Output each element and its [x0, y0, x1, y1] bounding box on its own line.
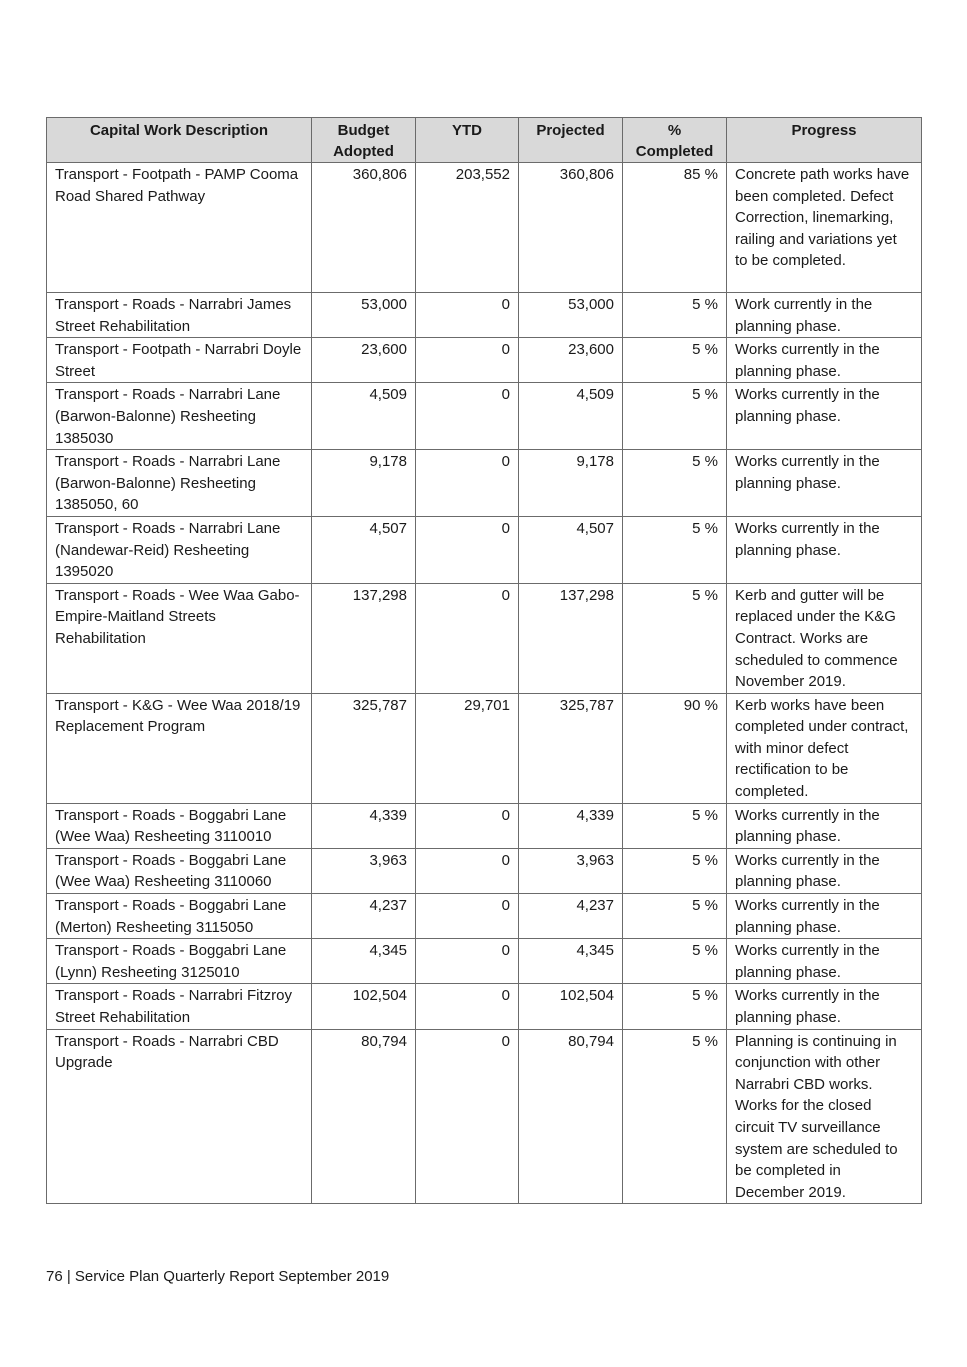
capital-works-table — [46, 117, 922, 1204]
cell-projected: 102,504 — [519, 984, 623, 1029]
cell-completed: 5 % — [623, 338, 727, 383]
cell-projected: 53,000 — [519, 293, 623, 338]
cell-projected: 4,507 — [519, 516, 623, 583]
table-row — [47, 516, 922, 583]
table-row — [47, 939, 922, 984]
cell-projected: 80,794 — [519, 1029, 623, 1204]
cell-completed: 5 % — [623, 450, 727, 517]
cell-ytd: 29,701 — [416, 693, 519, 803]
cell-description: Transport - Roads - Boggabri Lane (Wee Waa) Resheeting 3110010 — [47, 803, 312, 848]
cell-description: Transport - Roads - Boggabri Lane (Merton) Resheeting 3115050 — [47, 894, 312, 939]
cell-description: Transport - K&G - Wee Waa 2018/19 Replacement Program — [47, 693, 312, 803]
table-row — [47, 450, 922, 517]
header-progress: Progress — [727, 118, 922, 163]
cell-progress: Work currently in the planning phase. — [727, 293, 922, 338]
cell-description: Transport - Roads - Narrabri Lane (Nandewar-Reid) Resheeting 1395020 — [47, 516, 312, 583]
cell-ytd: 0 — [416, 848, 519, 893]
cell-description: Transport - Roads - Boggabri Lane (Lynn) Resheeting 3125010 — [47, 939, 312, 984]
cell-budget: 9,178 — [312, 450, 416, 517]
cell-progress: Works currently in the planning phase. — [727, 984, 922, 1029]
cell-ytd: 0 — [416, 450, 519, 517]
cell-completed: 85 % — [623, 163, 727, 293]
cell-ytd: 203,552 — [416, 163, 519, 293]
cell-progress: Kerb works have been completed under contract, with minor defect rectification to be completed. — [727, 693, 922, 803]
cell-ytd: 0 — [416, 293, 519, 338]
cell-budget: 53,000 — [312, 293, 416, 338]
cell-progress: Works currently in the planning phase. — [727, 338, 922, 383]
cell-progress: Kerb and gutter will be replaced under the K&G Contract. Works are scheduled to commence November 2019. — [727, 583, 922, 693]
cell-projected: 325,787 — [519, 693, 623, 803]
cell-progress: Planning is continuing in conjunction with other Narrabri CBD works. Works for the closed circuit TV surveillance system are scheduled to be completed in December 2019. — [727, 1029, 922, 1204]
cell-progress: Works currently in the planning phase. — [727, 848, 922, 893]
cell-description: Transport - Roads - Wee Waa Gabo-Empire-Maitland Streets Rehabilitation — [47, 583, 312, 693]
cell-completed: 5 % — [623, 939, 727, 984]
cell-budget: 4,237 — [312, 894, 416, 939]
cell-description: Transport - Roads - Narrabri Lane (Barwon-Balonne) Resheeting 1385030 — [47, 383, 312, 450]
cell-projected: 4,339 — [519, 803, 623, 848]
cell-completed: 5 % — [623, 848, 727, 893]
cell-budget: 102,504 — [312, 984, 416, 1029]
cell-completed: 90 % — [623, 693, 727, 803]
cell-projected: 4,345 — [519, 939, 623, 984]
cell-projected: 3,963 — [519, 848, 623, 893]
table-row — [47, 338, 922, 383]
table-row — [47, 163, 922, 293]
cell-budget: 4,509 — [312, 383, 416, 450]
cell-projected: 4,237 — [519, 894, 623, 939]
cell-budget: 360,806 — [312, 163, 416, 293]
cell-budget: 325,787 — [312, 693, 416, 803]
header-percent-completed: % Completed — [623, 118, 727, 163]
cell-projected: 137,298 — [519, 583, 623, 693]
cell-completed: 5 % — [623, 894, 727, 939]
cell-completed: 5 % — [623, 984, 727, 1029]
header-ytd: YTD — [416, 118, 519, 163]
cell-ytd: 0 — [416, 939, 519, 984]
cell-ytd: 0 — [416, 984, 519, 1029]
header-projected: Projected — [519, 118, 623, 163]
cell-description: Transport - Roads - Narrabri Lane (Barwon-Balonne) Resheeting 1385050, 60 — [47, 450, 312, 517]
table-body — [47, 163, 922, 1204]
cell-ytd: 0 — [416, 516, 519, 583]
cell-completed: 5 % — [623, 293, 727, 338]
cell-completed: 5 % — [623, 803, 727, 848]
cell-progress: Works currently in the planning phase. — [727, 939, 922, 984]
cell-completed: 5 % — [623, 1029, 727, 1204]
header-row — [47, 118, 922, 163]
table-row — [47, 383, 922, 450]
cell-progress: Works currently in the planning phase. — [727, 894, 922, 939]
cell-description: Transport - Roads - Boggabri Lane (Wee Waa) Resheeting 3110060 — [47, 848, 312, 893]
cell-progress: Works currently in the planning phase. — [727, 450, 922, 517]
cell-description: Transport - Roads - Narrabri Fitzroy Street Rehabilitation — [47, 984, 312, 1029]
table-row — [47, 984, 922, 1029]
cell-budget: 80,794 — [312, 1029, 416, 1204]
cell-description: Transport - Roads - Narrabri James Street Rehabilitation — [47, 293, 312, 338]
cell-budget: 23,600 — [312, 338, 416, 383]
table-row — [47, 693, 922, 803]
cell-completed: 5 % — [623, 383, 727, 450]
cell-budget: 137,298 — [312, 583, 416, 693]
cell-ytd: 0 — [416, 1029, 519, 1204]
cell-projected: 4,509 — [519, 383, 623, 450]
cell-ytd: 0 — [416, 803, 519, 848]
header-budget-adopted: Budget Adopted — [312, 118, 416, 163]
table-header — [47, 118, 922, 163]
cell-budget: 4,345 — [312, 939, 416, 984]
cell-ytd: 0 — [416, 583, 519, 693]
cell-progress: Works currently in the planning phase. — [727, 383, 922, 450]
table-row — [47, 1029, 922, 1204]
cell-progress: Works currently in the planning phase. — [727, 803, 922, 848]
cell-ytd: 0 — [416, 338, 519, 383]
table-row — [47, 293, 922, 338]
cell-description: Transport - Footpath - PAMP Cooma Road Shared Pathway — [47, 163, 312, 293]
cell-budget: 4,339 — [312, 803, 416, 848]
cell-progress: Concrete path works have been completed. Defect Correction, linemarking, railing and variations yet to be completed. — [727, 163, 922, 293]
cell-projected: 23,600 — [519, 338, 623, 383]
cell-budget: 3,963 — [312, 848, 416, 893]
cell-projected: 360,806 — [519, 163, 623, 293]
cell-completed: 5 % — [623, 516, 727, 583]
table-row — [47, 803, 922, 848]
table-row — [47, 894, 922, 939]
cell-progress: Works currently in the planning phase. — [727, 516, 922, 583]
cell-projected: 9,178 — [519, 450, 623, 517]
cell-ytd: 0 — [416, 383, 519, 450]
page-footer: 76 | Service Plan Quarterly Report September 2019 — [46, 1268, 390, 1285]
cell-completed: 5 % — [623, 583, 727, 693]
cell-budget: 4,507 — [312, 516, 416, 583]
cell-description: Transport - Footpath - Narrabri Doyle Street — [47, 338, 312, 383]
cell-description: Transport - Roads - Narrabri CBD Upgrade — [47, 1029, 312, 1204]
table-row — [47, 583, 922, 693]
cell-ytd: 0 — [416, 894, 519, 939]
header-description: Capital Work Description — [47, 118, 312, 163]
table-row — [47, 848, 922, 893]
